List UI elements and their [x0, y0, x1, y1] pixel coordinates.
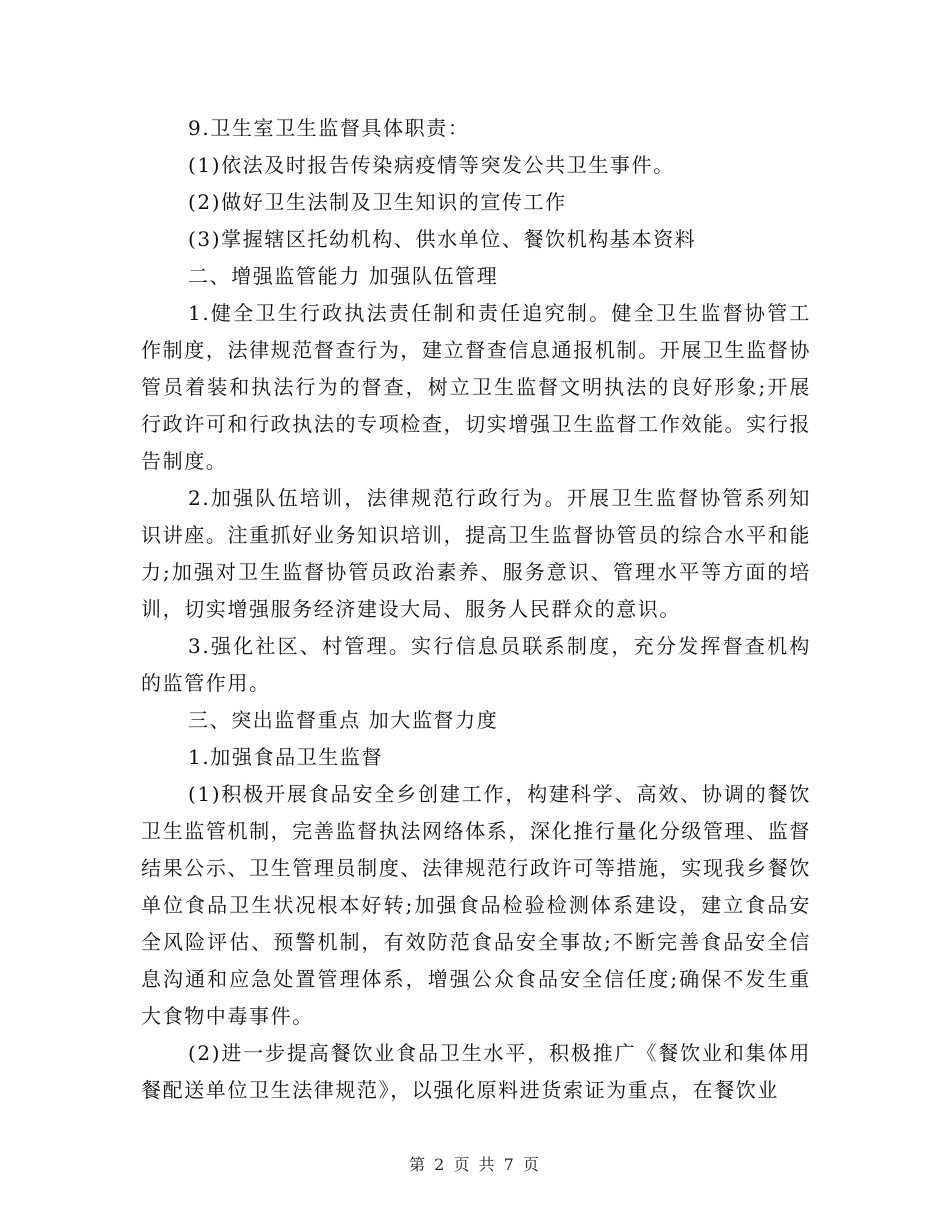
- paragraph-duty-2: (2)做好卫生法制及卫生知识的宣传工作: [188, 190, 567, 214]
- paragraph-item-1: 1.健全卫生行政执法责任制和责任追究制。健全卫生监督协管工作制度，法律规范督查行为，建立督查信息通报机制。开展卫生监督协管员着装和执法行为的督查，树立卫生监督文明执法的良好形象;开展行政许可和行政执法的专项检查，切实增强卫生监督工作效能。实行报告制度。: [141, 301, 811, 473]
- paragraph-duty-3: (3)掌握辖区托幼机构、供水单位、餐饮机构基本资料: [188, 227, 697, 251]
- paragraph-duty-1: (1)依法及时报告传染病疫情等突发公共卫生事件。: [188, 153, 675, 177]
- section-heading-2: 二、增强监管能力 加强队伍管理: [188, 264, 499, 288]
- paragraph-item-2: 2.加强队伍培训，法律规范行政行为。开展卫生监督协管系列知识讲座。注重抓好业务知识培训，提高卫生监督协管员的综合水平和能力;加强对卫生监督协管员政治素养、服务意识、管理水平等方面的培训，切实增强服务经济建设大局、服务人民群众的意识。: [141, 486, 811, 621]
- paragraph-food-1: (1)积极开展食品安全乡创建工作，构建科学、高效、协调的餐饮卫生监管机制，完善监督执法网络体系，深化推行量化分级管理、监督结果公示、卫生管理员制度、法律规范行政许可等措施，实现我乡餐饮单位食品卫生状况根本好转;加强食品检验检测体系建设，建立食品安全风险评估、预警机制，有效防范食品安全事故;不断完善食品安全信息沟通和应急处置管理体系，增强公众食品安全信任度;确保不发生重大食物中毒事件。: [141, 782, 811, 1028]
- paragraph-food-2: (2)进一步提高餐饮业食品卫生水平，积极推广《餐饮业和集体用餐配送单位卫生法律规范》，以强化原料进货索证为重点，在餐饮业: [141, 1041, 811, 1102]
- paragraph-item-3: 3.强化社区、村管理。实行信息员联系制度，充分发挥督查机构的监管作用。: [141, 634, 811, 695]
- page-number-footer: 第 2 页 共 7 页: [409, 1155, 541, 1174]
- section-heading-3: 三、突出监督重点 加大监督力度: [188, 708, 499, 732]
- paragraph-duty-title: 9.卫生室卫生监督具体职责：: [188, 116, 470, 140]
- document-body: [141, 110, 811, 1109]
- subheading-food-hygiene: 1.加强食品卫生监督: [188, 745, 384, 769]
